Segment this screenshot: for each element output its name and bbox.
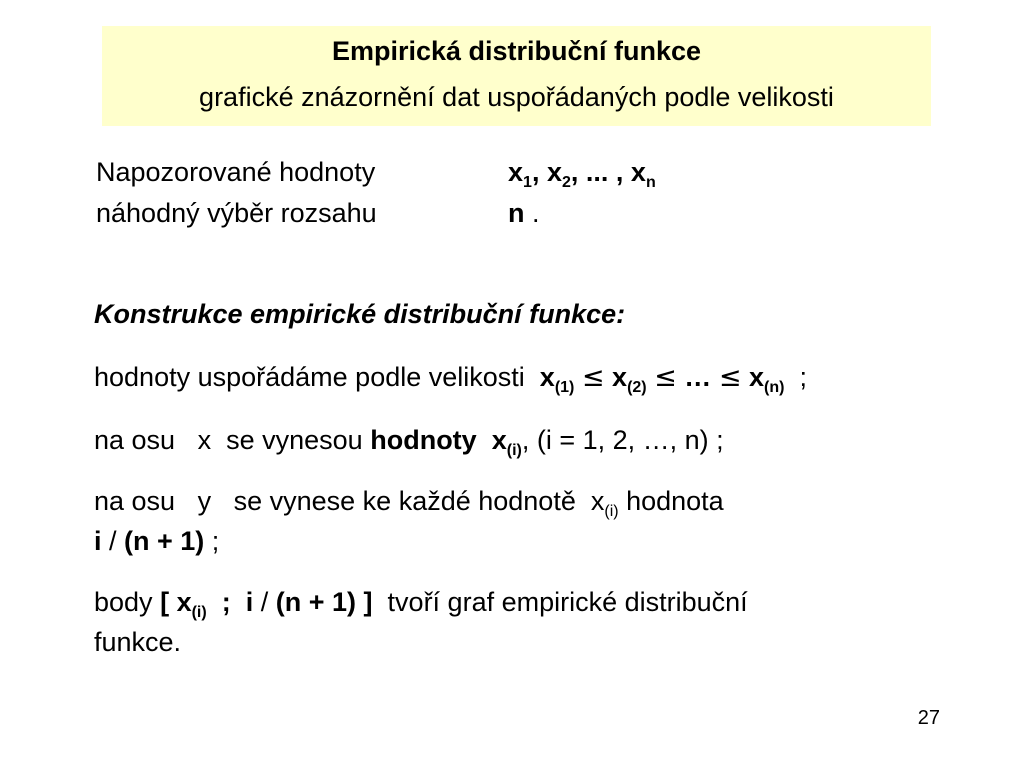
page-number: 27 [917, 707, 940, 729]
construction-heading: Konstrukce empirické distribuční funkce: [94, 299, 626, 329]
construction-step-y-axis: na osu y se vynese ke každé hodnotě $x_{(i)}$ hodnota [94, 486, 724, 520]
sample-size-label: náhodný výběr rozsahu [96, 198, 377, 228]
construction-step-points-end: funkce. [94, 627, 182, 657]
construction-step-y-value: i / (n + 1) ; [94, 526, 220, 556]
construction-step-sort: hodnoty uspořádáme podle velikosti $x_{(1)} \le x_{(2)}$ ≤ … ≤ $x_{(n)}$ ; [94, 362, 807, 396]
slide-subtitle: grafické znázornění dat uspořádaných podle velikosti [199, 82, 834, 112]
observed-values-formula: $x_1$, $x_2$, ... , $x_n$ [508, 157, 656, 191]
construction-step-points: body [ $x_{(i)}$ ; i / (n + 1) ] tvoří graf empirické distribuční [94, 587, 748, 621]
slide-title: Empirická distribuční funkce [331, 36, 702, 66]
title-box [102, 26, 931, 126]
observed-values-label: Napozorované hodnoty [96, 157, 376, 187]
sample-size-formula: n . [508, 198, 540, 228]
construction-step-x-axis: na osu x se vynesou hodnoty $x_{(i)}$, (i = 1, 2, …, n) ; [94, 425, 724, 459]
